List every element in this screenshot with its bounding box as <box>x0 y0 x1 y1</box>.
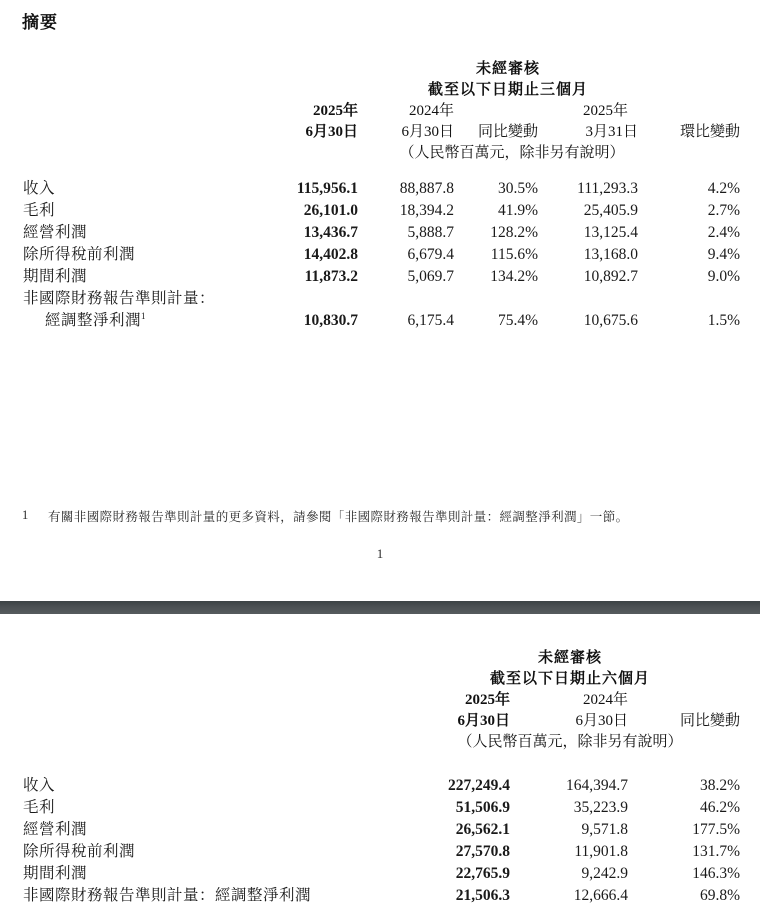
row-label: 非國際財務報告準則計量：經調整淨利潤 <box>23 887 312 904</box>
row-value: 5,069.7 <box>407 268 454 285</box>
row-value: 6,175.4 <box>407 312 454 329</box>
row-value: 69.8% <box>699 887 740 904</box>
row-label: 經營利潤 <box>23 224 88 241</box>
row-label: 期間利潤 <box>23 865 88 882</box>
row-value: 14,402.8 <box>303 246 358 263</box>
row-label: 毛利 <box>23 202 56 219</box>
footnote-superscript: 1 <box>141 310 147 321</box>
page-one-period-label: 截至以下日期止三個月 <box>427 81 588 98</box>
row-value: 35,223.9 <box>573 799 628 816</box>
table-row <box>23 286 740 308</box>
page-separator-bar <box>0 601 760 614</box>
page-one-col2-date: 6月30日 <box>401 124 454 140</box>
page-two-col2-date: 6月30日 <box>575 713 628 729</box>
row-label-text: 經調整淨利潤 <box>45 312 142 329</box>
row-value: 177.5% <box>692 821 740 838</box>
row-value: 88,887.8 <box>399 180 454 197</box>
page-number: 1 <box>376 546 384 561</box>
row-value: 10,830.7 <box>303 312 358 329</box>
table-row <box>23 861 740 883</box>
row-value: 30.5% <box>497 180 538 197</box>
table-row <box>23 242 740 264</box>
row-value: 164,394.7 <box>566 777 628 794</box>
row-value: 22,765.9 <box>455 865 510 882</box>
row-value: 13,168.0 <box>583 246 638 263</box>
row-value: 13,125.4 <box>583 224 638 241</box>
row-value: 5,888.7 <box>407 224 454 241</box>
row-value: 9.4% <box>707 246 740 263</box>
row-value: 146.3% <box>692 865 740 882</box>
row-label: 毛利 <box>23 799 56 816</box>
table-row <box>23 817 740 839</box>
row-value: 9,571.8 <box>581 821 628 838</box>
page-one-col3-date: 同比變動 <box>477 124 538 140</box>
row-value: 27,570.8 <box>455 843 510 860</box>
row-label: 期間利潤 <box>23 268 88 285</box>
row-value: 6,679.4 <box>407 246 454 263</box>
page-one-table <box>23 176 740 330</box>
table-row <box>23 883 740 905</box>
row-value: 46.2% <box>699 799 740 816</box>
table-row <box>23 773 740 795</box>
page-two-col2-year: 2024年 <box>582 692 628 708</box>
row-value: 38.2% <box>699 777 740 794</box>
row-value: 10,675.6 <box>583 312 638 329</box>
row-value: 26,562.1 <box>455 821 510 838</box>
row-value: 4.2% <box>707 180 740 197</box>
row-value: 131.7% <box>692 843 740 860</box>
table-row <box>23 198 740 220</box>
table-row <box>23 176 740 198</box>
row-label: 除所得稅前利潤 <box>23 843 136 860</box>
page-one-col1-date: 6月30日 <box>305 124 358 140</box>
row-label: 非國際財務報告準則計量： <box>23 290 216 307</box>
row-value <box>358 286 454 308</box>
row-value: 111,293.3 <box>577 180 638 197</box>
row-value: 21,506.3 <box>455 887 510 904</box>
page-one-col5-date: 環比變動 <box>679 124 740 140</box>
page-two-col3-date: 同比變動 <box>679 713 740 729</box>
row-value: 227,249.4 <box>448 777 510 794</box>
footnote-text: 有關非國際財務報告準則計量的更多資料，請參閱「非國際財務報告準則計量：經調整淨利潤」一節。 <box>48 510 629 524</box>
row-value: 9.0% <box>707 268 740 285</box>
row-value: 115.6% <box>490 246 538 263</box>
row-value: 18,394.2 <box>399 202 454 219</box>
row-label: 經營利潤 <box>23 821 88 838</box>
row-label: 除所得稅前利潤 <box>23 246 136 263</box>
row-label: 收入 <box>23 180 56 197</box>
row-value: 1.5% <box>707 312 740 329</box>
row-value: 12,666.4 <box>573 887 628 904</box>
row-value <box>538 286 638 308</box>
row-value: 9,242.9 <box>581 865 628 882</box>
table-row <box>23 264 740 286</box>
page-one-unaudited-label: 未經審核 <box>475 60 540 77</box>
row-value <box>638 286 740 308</box>
row-value: 51,506.9 <box>455 799 510 816</box>
row-value: 11,873.2 <box>304 268 358 285</box>
page-one-col1-year: 2025年 <box>312 103 358 119</box>
row-value: 2.7% <box>707 202 740 219</box>
row-value: 25,405.9 <box>583 202 638 219</box>
table-row <box>23 795 740 817</box>
row-label <box>23 308 238 330</box>
page-one-currency-note: （人民幣百萬元，除非另有說明） <box>399 145 625 161</box>
row-value: 115,956.1 <box>296 180 358 197</box>
page-one-col2-year: 2024年 <box>408 103 454 119</box>
row-value <box>454 286 538 308</box>
table-row <box>23 308 740 330</box>
row-value: 75.4% <box>497 312 538 329</box>
page-two-col1-date: 6月30日 <box>457 713 510 729</box>
page-one-col4-year: 2025年 <box>582 103 628 119</box>
page-one-col4-date: 3月31日 <box>585 124 638 140</box>
row-value: 26,101.0 <box>303 202 358 219</box>
table-row <box>23 220 740 242</box>
footnote-marker: 1 <box>22 508 29 522</box>
row-value: 2.4% <box>707 224 740 241</box>
row-value: 11,901.8 <box>574 843 628 860</box>
row-value <box>238 286 358 308</box>
page-two-unaudited-label: 未經審核 <box>537 649 602 666</box>
row-value: 13,436.7 <box>303 224 358 241</box>
row-value: 134.2% <box>490 268 538 285</box>
page-two-currency-note: （人民幣百萬元，除非另有說明） <box>457 734 683 750</box>
row-value: 41.9% <box>497 202 538 219</box>
page-title: 摘要 <box>22 13 58 32</box>
row-value: 128.2% <box>490 224 538 241</box>
row-value: 10,892.7 <box>583 268 638 285</box>
page-two-period-label: 截至以下日期止六個月 <box>489 670 650 687</box>
row-label: 收入 <box>23 777 56 794</box>
table-row <box>23 839 740 861</box>
page-two-col1-year: 2025年 <box>464 692 510 708</box>
page-two-table <box>23 773 740 905</box>
